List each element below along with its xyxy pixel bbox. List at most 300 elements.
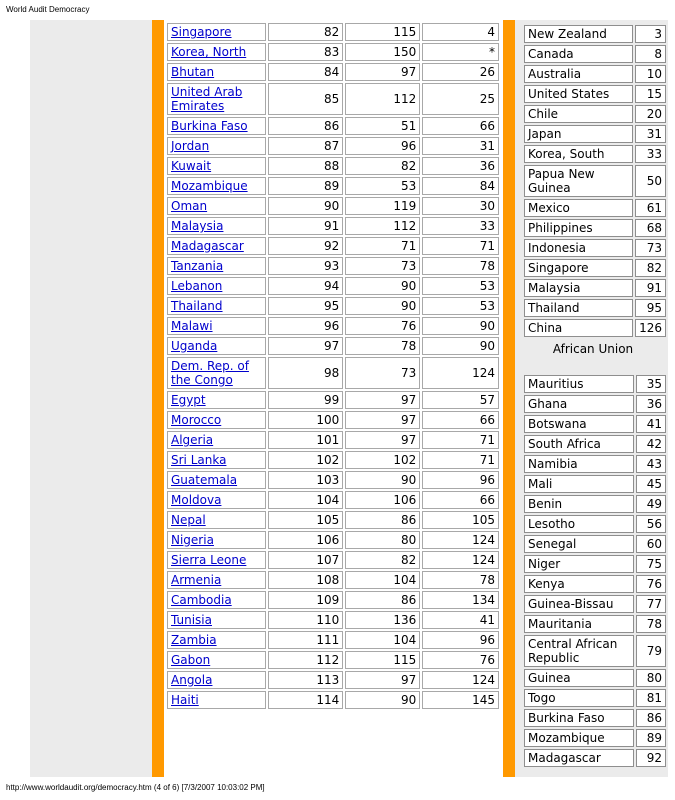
list-item xyxy=(524,709,666,727)
country-cell xyxy=(167,591,266,609)
country-link[interactable]: Jordan xyxy=(171,139,210,153)
country-cell xyxy=(167,357,266,389)
rank-cell: 94 xyxy=(268,277,343,295)
rank-cell: 84 xyxy=(268,63,343,81)
asia-pacific-table xyxy=(522,23,668,339)
table-row xyxy=(167,137,499,155)
rank-cell: 83 xyxy=(268,43,343,61)
region-rank-cell: 42 xyxy=(636,435,666,453)
region-country-cell: Madagascar xyxy=(524,749,634,767)
country-cell xyxy=(167,511,266,529)
print-footer: http://www.worldaudit.org/democracy.htm (4 of 6) [7/3/2007 10:03:02 PM] xyxy=(6,783,265,792)
region-rank-cell: 50 xyxy=(635,165,666,197)
list-item xyxy=(524,635,666,667)
score-cell: 104 xyxy=(345,631,420,649)
rank-cell: 88 xyxy=(268,157,343,175)
country-link[interactable]: Lebanon xyxy=(171,279,223,293)
country-cell xyxy=(167,117,266,135)
orange-divider-left xyxy=(152,20,164,777)
score-cell: 78 xyxy=(345,337,420,355)
region-country-cell: Malaysia xyxy=(524,279,633,297)
country-link[interactable]: Gabon xyxy=(171,653,211,667)
table-row xyxy=(167,257,499,275)
list-item xyxy=(524,45,666,63)
score-cell: 71 xyxy=(422,431,499,449)
list-item xyxy=(524,475,666,493)
region-rank-cell: 76 xyxy=(636,575,666,593)
region-rank-cell: 31 xyxy=(635,125,666,143)
list-item xyxy=(524,199,666,217)
table-row xyxy=(167,157,499,175)
score-cell: 96 xyxy=(422,471,499,489)
rank-cell: 96 xyxy=(268,317,343,335)
rank-cell: 87 xyxy=(268,137,343,155)
country-link[interactable]: Moldova xyxy=(171,493,222,507)
region-rank-cell: 91 xyxy=(635,279,666,297)
region-country-cell: Mozambique xyxy=(524,729,634,747)
region-country-cell: Thailand xyxy=(524,299,633,317)
country-link[interactable]: Sri Lanka xyxy=(171,453,227,467)
country-cell xyxy=(167,83,266,115)
region-rank-cell: 75 xyxy=(636,555,666,573)
country-cell xyxy=(167,391,266,409)
country-link[interactable]: Tanzania xyxy=(171,259,224,273)
rank-cell: 113 xyxy=(268,671,343,689)
country-link[interactable]: United Arab Emirates xyxy=(171,85,243,113)
country-cell xyxy=(167,63,266,81)
list-item xyxy=(524,239,666,257)
table-row xyxy=(167,317,499,335)
region-rank-cell: 61 xyxy=(635,199,666,217)
region-rank-cell: 41 xyxy=(636,415,666,433)
score-cell: 97 xyxy=(345,391,420,409)
country-cell xyxy=(167,337,266,355)
list-item xyxy=(524,415,666,433)
rank-cell: 103 xyxy=(268,471,343,489)
region-country-cell: South Africa xyxy=(524,435,634,453)
region-country-cell: Indonesia xyxy=(524,239,633,257)
table-row xyxy=(167,217,499,235)
score-cell: 90 xyxy=(345,471,420,489)
list-item xyxy=(524,105,666,123)
table-row xyxy=(167,237,499,255)
region-rank-cell: 77 xyxy=(636,595,666,613)
asia-pacific-body xyxy=(524,25,666,337)
country-link[interactable]: Madagascar xyxy=(171,239,244,253)
country-link[interactable]: Egypt xyxy=(171,393,206,407)
score-cell: 124 xyxy=(422,531,499,549)
list-item xyxy=(524,435,666,453)
region-rank-cell: 20 xyxy=(635,105,666,123)
rank-cell: 93 xyxy=(268,257,343,275)
list-item xyxy=(524,595,666,613)
region-country-cell: Japan xyxy=(524,125,633,143)
country-cell xyxy=(167,237,266,255)
region-country-cell: Papua New Guinea xyxy=(524,165,633,197)
score-cell: 105 xyxy=(422,511,499,529)
region-rank-cell: 45 xyxy=(636,475,666,493)
country-link[interactable]: Singapore xyxy=(171,25,232,39)
region-country-cell: Burkina Faso xyxy=(524,709,634,727)
score-cell: 73 xyxy=(345,257,420,275)
score-cell: 57 xyxy=(422,391,499,409)
region-country-cell: Australia xyxy=(524,65,633,83)
country-cell xyxy=(167,571,266,589)
region-country-cell: Singapore xyxy=(524,259,633,277)
country-cell xyxy=(167,431,266,449)
table-row xyxy=(167,117,499,135)
region-rank-cell: 49 xyxy=(636,495,666,513)
region-rank-cell: 35 xyxy=(636,375,666,393)
democracy-ranking-table xyxy=(165,21,501,711)
score-cell: * xyxy=(422,43,499,61)
country-cell xyxy=(167,137,266,155)
rank-cell: 110 xyxy=(268,611,343,629)
score-cell: 90 xyxy=(345,277,420,295)
country-cell xyxy=(167,177,266,195)
region-rank-cell: 60 xyxy=(636,535,666,553)
country-link[interactable]: Uganda xyxy=(171,339,218,353)
score-cell: 134 xyxy=(422,591,499,609)
country-link[interactable]: Dem. Rep. of the Congo xyxy=(171,359,249,387)
region-country-cell: Mali xyxy=(524,475,634,493)
score-cell: 71 xyxy=(422,451,499,469)
region-country-cell: United States xyxy=(524,85,633,103)
country-cell xyxy=(167,671,266,689)
country-link[interactable]: Malaysia xyxy=(171,219,224,233)
rank-cell: 86 xyxy=(268,117,343,135)
score-cell: 97 xyxy=(345,671,420,689)
list-item xyxy=(524,279,666,297)
table-row xyxy=(167,671,499,689)
country-link[interactable]: Zambia xyxy=(171,633,217,647)
table-row xyxy=(167,651,499,669)
rank-cell: 114 xyxy=(268,691,343,709)
rank-cell: 109 xyxy=(268,591,343,609)
score-cell: 76 xyxy=(422,651,499,669)
table-row xyxy=(167,357,499,389)
rank-cell: 95 xyxy=(268,297,343,315)
country-cell xyxy=(167,551,266,569)
rank-cell: 98 xyxy=(268,357,343,389)
list-item xyxy=(524,535,666,553)
country-link[interactable]: Algeria xyxy=(171,433,214,447)
country-cell xyxy=(167,531,266,549)
region-country-cell: Kenya xyxy=(524,575,634,593)
rank-cell: 89 xyxy=(268,177,343,195)
score-cell: 66 xyxy=(422,117,499,135)
table-row xyxy=(167,83,499,115)
region-country-cell: Mauritius xyxy=(524,375,634,393)
country-link[interactable]: Nigeria xyxy=(171,533,214,547)
region-rank-cell: 73 xyxy=(635,239,666,257)
table-row xyxy=(167,691,499,709)
score-cell: 97 xyxy=(345,63,420,81)
african-union-body xyxy=(524,375,666,767)
country-cell xyxy=(167,651,266,669)
region-rank-cell: 78 xyxy=(636,615,666,633)
list-item xyxy=(524,749,666,767)
rank-cell: 112 xyxy=(268,651,343,669)
country-cell xyxy=(167,471,266,489)
region-rank-cell: 86 xyxy=(636,709,666,727)
rank-cell: 108 xyxy=(268,571,343,589)
table-row xyxy=(167,43,499,61)
region-country-cell: Central African Republic xyxy=(524,635,634,667)
score-cell: 90 xyxy=(345,691,420,709)
table-row xyxy=(167,631,499,649)
score-cell: 86 xyxy=(345,511,420,529)
rank-cell: 101 xyxy=(268,431,343,449)
region-rank-cell: 89 xyxy=(636,729,666,747)
country-cell xyxy=(167,297,266,315)
country-cell xyxy=(167,451,266,469)
list-item xyxy=(524,125,666,143)
country-cell xyxy=(167,491,266,509)
table-row xyxy=(167,197,499,215)
score-cell: 30 xyxy=(422,197,499,215)
region-country-cell: Lesotho xyxy=(524,515,634,533)
score-cell: 80 xyxy=(345,531,420,549)
region-country-cell: Senegal xyxy=(524,535,634,553)
region-country-cell: Chile xyxy=(524,105,633,123)
rank-cell: 90 xyxy=(268,197,343,215)
country-cell xyxy=(167,197,266,215)
region-country-cell: Mauritania xyxy=(524,615,634,633)
table-row xyxy=(167,277,499,295)
rank-cell: 82 xyxy=(268,23,343,41)
african-union-heading: African Union xyxy=(552,342,634,356)
list-item xyxy=(524,165,666,197)
table-row xyxy=(167,337,499,355)
score-cell: 119 xyxy=(345,197,420,215)
country-link[interactable]: Burkina Faso xyxy=(171,119,248,133)
score-cell: 53 xyxy=(345,177,420,195)
region-country-cell: Niger xyxy=(524,555,634,573)
score-cell: 76 xyxy=(345,317,420,335)
country-cell xyxy=(167,23,266,41)
score-cell: 97 xyxy=(345,431,420,449)
score-cell: 97 xyxy=(345,411,420,429)
list-item xyxy=(524,145,666,163)
rank-cell: 100 xyxy=(268,411,343,429)
list-item xyxy=(524,669,666,687)
democracy-ranking-body xyxy=(167,23,499,709)
score-cell: 90 xyxy=(422,317,499,335)
country-link[interactable]: Thailand xyxy=(171,299,223,313)
region-country-cell: Philippines xyxy=(524,219,633,237)
score-cell: 124 xyxy=(422,551,499,569)
score-cell: 115 xyxy=(345,23,420,41)
region-rank-cell: 68 xyxy=(635,219,666,237)
score-cell: 90 xyxy=(345,297,420,315)
score-cell: 53 xyxy=(422,277,499,295)
score-cell: 84 xyxy=(422,177,499,195)
orange-divider-right xyxy=(503,20,515,777)
score-cell: 53 xyxy=(422,297,499,315)
table-row xyxy=(167,297,499,315)
table-row xyxy=(167,571,499,589)
score-cell: 25 xyxy=(422,83,499,115)
score-cell: 96 xyxy=(422,631,499,649)
country-link[interactable]: Guatemala xyxy=(171,473,238,487)
table-row xyxy=(167,551,499,569)
list-item xyxy=(524,25,666,43)
list-item xyxy=(524,495,666,513)
score-cell: 66 xyxy=(422,411,499,429)
region-rank-cell: 80 xyxy=(636,669,666,687)
score-cell: 31 xyxy=(422,137,499,155)
region-rank-cell: 95 xyxy=(635,299,666,317)
score-cell: 73 xyxy=(345,357,420,389)
region-country-cell: Guinea-Bissau xyxy=(524,595,634,613)
list-item xyxy=(524,259,666,277)
list-item xyxy=(524,729,666,747)
score-cell: 26 xyxy=(422,63,499,81)
country-cell xyxy=(167,217,266,235)
region-country-cell: Guinea xyxy=(524,669,634,687)
score-cell: 106 xyxy=(345,491,420,509)
rank-cell: 104 xyxy=(268,491,343,509)
region-country-cell: China xyxy=(524,319,633,337)
list-item xyxy=(524,455,666,473)
table-row xyxy=(167,511,499,529)
region-country-cell: Ghana xyxy=(524,395,634,413)
print-header: World Audit Democracy xyxy=(6,5,90,14)
country-link[interactable]: Nepal xyxy=(171,513,206,527)
table-row xyxy=(167,491,499,509)
region-rank-cell: 126 xyxy=(635,319,666,337)
table-row xyxy=(167,431,499,449)
country-link[interactable]: Angola xyxy=(171,673,213,687)
country-link[interactable]: Armenia xyxy=(171,573,222,587)
country-link[interactable]: Malawi xyxy=(171,319,213,333)
score-cell: 112 xyxy=(345,217,420,235)
table-row xyxy=(167,471,499,489)
country-link[interactable]: Tunisia xyxy=(171,613,212,627)
list-item xyxy=(524,219,666,237)
score-cell: 66 xyxy=(422,491,499,509)
region-rank-cell: 43 xyxy=(636,455,666,473)
country-link[interactable]: Korea, North xyxy=(171,45,247,59)
score-cell: 41 xyxy=(422,611,499,629)
country-cell xyxy=(167,157,266,175)
country-cell xyxy=(167,317,266,335)
rank-cell: 105 xyxy=(268,511,343,529)
score-cell: 90 xyxy=(422,337,499,355)
region-rank-cell: 82 xyxy=(635,259,666,277)
country-link[interactable]: Mozambique xyxy=(171,179,248,193)
list-item xyxy=(524,299,666,317)
score-cell: 124 xyxy=(422,671,499,689)
rank-cell: 106 xyxy=(268,531,343,549)
country-cell xyxy=(167,277,266,295)
list-item xyxy=(524,555,666,573)
score-cell: 124 xyxy=(422,357,499,389)
region-rank-cell: 36 xyxy=(636,395,666,413)
list-item xyxy=(524,85,666,103)
region-rank-cell: 79 xyxy=(636,635,666,667)
table-row xyxy=(167,391,499,409)
table-row xyxy=(167,411,499,429)
region-rank-cell: 15 xyxy=(635,85,666,103)
country-cell xyxy=(167,691,266,709)
region-rank-cell: 92 xyxy=(636,749,666,767)
rank-cell: 102 xyxy=(268,451,343,469)
score-cell: 71 xyxy=(422,237,499,255)
country-link[interactable]: Cambodia xyxy=(171,593,232,607)
country-link[interactable]: Morocco xyxy=(171,413,222,427)
table-row xyxy=(167,451,499,469)
region-country-cell: Canada xyxy=(524,45,633,63)
rank-cell: 107 xyxy=(268,551,343,569)
rank-cell: 91 xyxy=(268,217,343,235)
region-rank-cell: 8 xyxy=(635,45,666,63)
region-country-cell: New Zealand xyxy=(524,25,633,43)
country-link[interactable]: Bhutan xyxy=(171,65,215,79)
table-row xyxy=(167,531,499,549)
score-cell: 112 xyxy=(345,83,420,115)
region-rank-cell: 56 xyxy=(636,515,666,533)
country-cell xyxy=(167,611,266,629)
score-cell: 4 xyxy=(422,23,499,41)
african-union-table xyxy=(522,373,668,769)
list-item xyxy=(524,375,666,393)
left-margin-panel xyxy=(30,20,152,777)
region-rank-cell: 81 xyxy=(636,689,666,707)
country-cell xyxy=(167,631,266,649)
score-cell: 115 xyxy=(345,651,420,669)
region-country-cell: Botswana xyxy=(524,415,634,433)
region-country-cell: Korea, South xyxy=(524,145,633,163)
table-row xyxy=(167,591,499,609)
region-country-cell: Togo xyxy=(524,689,634,707)
country-cell xyxy=(167,43,266,61)
score-cell: 102 xyxy=(345,451,420,469)
score-cell: 104 xyxy=(345,571,420,589)
rank-cell: 92 xyxy=(268,237,343,255)
country-link[interactable]: Oman xyxy=(171,199,208,213)
region-rank-cell: 33 xyxy=(635,145,666,163)
region-country-cell: Benin xyxy=(524,495,634,513)
score-cell: 33 xyxy=(422,217,499,235)
list-item xyxy=(524,395,666,413)
list-item xyxy=(524,689,666,707)
table-row xyxy=(167,177,499,195)
country-link[interactable]: Haiti xyxy=(171,693,199,707)
score-cell: 96 xyxy=(345,137,420,155)
country-link[interactable]: Kuwait xyxy=(171,159,212,173)
score-cell: 136 xyxy=(345,611,420,629)
score-cell: 145 xyxy=(422,691,499,709)
country-cell xyxy=(167,411,266,429)
region-rank-cell: 10 xyxy=(635,65,666,83)
region-country-cell: Namibia xyxy=(524,455,634,473)
score-cell: 78 xyxy=(422,571,499,589)
country-cell xyxy=(167,257,266,275)
table-row xyxy=(167,63,499,81)
country-link[interactable]: Sierra Leone xyxy=(171,553,247,567)
rank-cell: 97 xyxy=(268,337,343,355)
table-row xyxy=(167,611,499,629)
region-country-cell: Mexico xyxy=(524,199,633,217)
score-cell: 78 xyxy=(422,257,499,275)
list-item xyxy=(524,575,666,593)
list-item xyxy=(524,615,666,633)
score-cell: 82 xyxy=(345,551,420,569)
rank-cell: 85 xyxy=(268,83,343,115)
rank-cell: 111 xyxy=(268,631,343,649)
